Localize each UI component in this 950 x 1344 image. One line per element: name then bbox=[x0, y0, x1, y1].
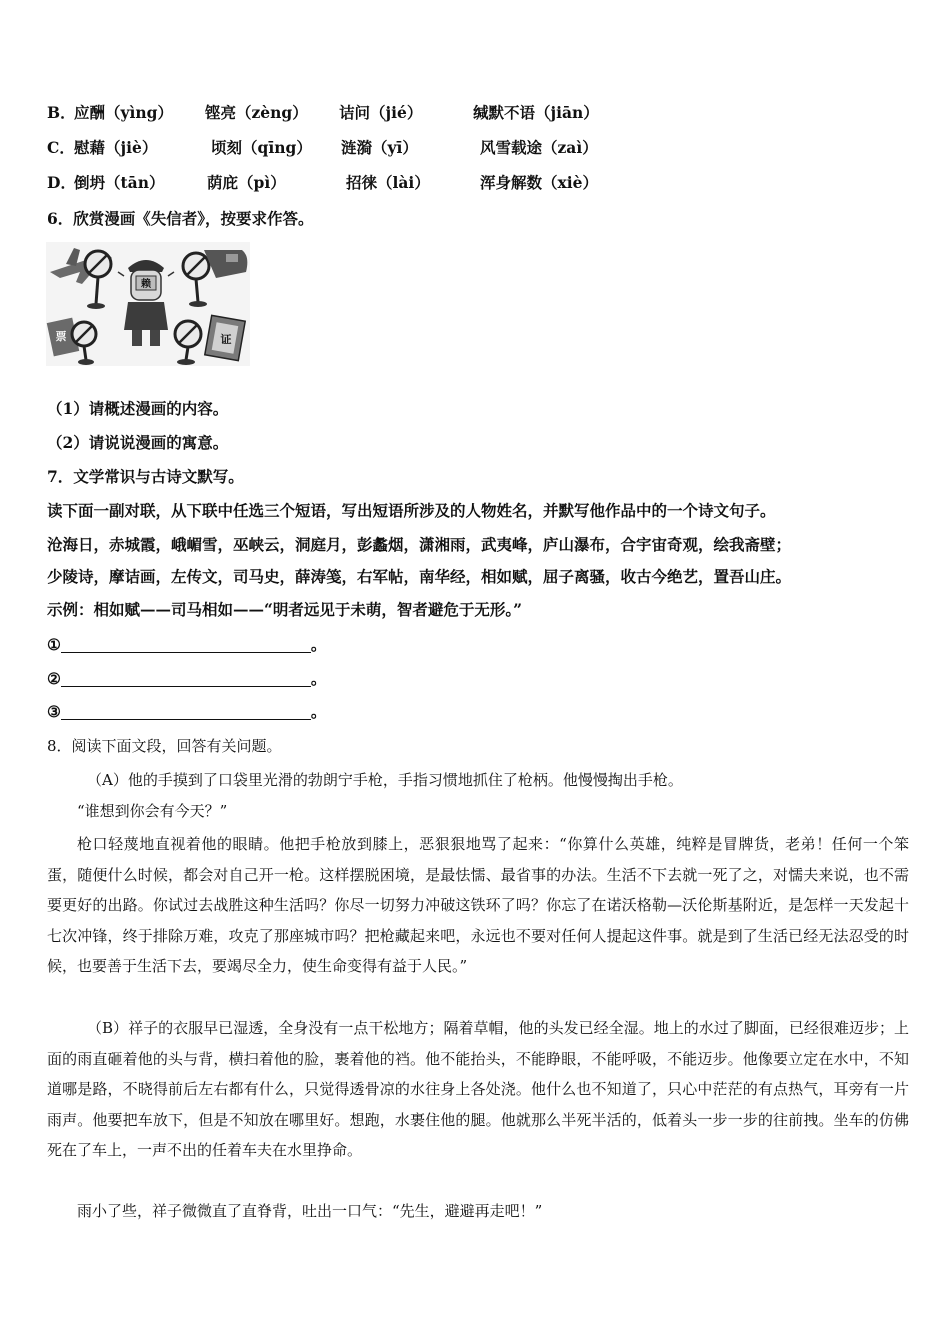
option-d-row bbox=[47, 171, 647, 193]
option-d-item-2: 荫庇（pì） bbox=[207, 173, 286, 192]
cartoon-label-ticket: 票 bbox=[55, 330, 67, 343]
blank-rule bbox=[61, 670, 311, 687]
question-8-title: 8．阅读下面文段，回答有关问题。 bbox=[47, 737, 282, 755]
blank-end: 。 bbox=[310, 635, 327, 654]
blank-rule bbox=[61, 703, 311, 720]
passage-b-body: （B）祥子的衣服早已湿透，全身没有一点干松地方；隔着草帽，他的头发已经全湿。地上的水过了脚面，已经很难迈步；上面的雨直砸着他的头与背，横扫着他的脸，裹着他的裆。他不能抬头，不能睁眼，不能呼吸，不能迈步。他像要立定在水中，不知道哪是路，不晓得前后左右都有什么，只觉得透骨凉的水往身上各处浇。他什么也不知道了，只心中茫茫的有点热气，耳旁有一片雨声。他要把车放下，但是不知放在哪里好。想跑，水裹住他的腿。他就那么半死半活的，低着头一步一步的往前拽。坐车的仿佛死在了车上，一声不出的任着车夫在水里挣命。 bbox=[47, 1019, 909, 1159]
question-7-instruction: 读下面一副对联，从下联中任选三个短语，写出短语所涉及的人物姓名，并默写他作品中的一个诗文句子。 bbox=[47, 501, 776, 520]
blank-rule bbox=[61, 636, 311, 653]
question-6-title: 6．欣赏漫画《失信者》，按要求作答。 bbox=[47, 209, 314, 228]
option-d-letter: D． bbox=[47, 173, 76, 192]
option-c-row bbox=[47, 136, 647, 158]
cartoon-image bbox=[46, 242, 250, 366]
option-b-item-2: 铿亮（zèng） bbox=[205, 103, 308, 122]
question-6-sub-2: （2）请说说漫画的寓意。 bbox=[47, 433, 229, 452]
option-c-item-2: 顷刻（qīng） bbox=[211, 138, 312, 157]
option-b-item-1: 应酬（yìng） bbox=[74, 103, 174, 122]
cartoon-label-face: 赖 bbox=[141, 279, 151, 290]
couplet-upper: 沧海日，赤城霞，峨嵋雪，巫峡云，洞庭月，彭蠡烟，潇湘雨，武夷峰，庐山瀑布，合宇宙奇观，绘我斋壁； bbox=[47, 535, 792, 554]
option-c-item-3: 涟漪（yī） bbox=[341, 138, 418, 157]
certificate-icon bbox=[205, 315, 245, 360]
option-d-item-4: 浑身解数（xiè） bbox=[480, 173, 598, 192]
blank-number: ① bbox=[47, 635, 61, 654]
answer-blank-1[interactable] bbox=[47, 634, 326, 656]
blank-end: 。 bbox=[310, 702, 327, 721]
passage-b-ending: 雨小了些，祥子微微直了直脊背，吐出一口气：“先生，避避再走吧！” bbox=[77, 1202, 543, 1220]
passage-a-line-1: （A）他的手摸到了口袋里光滑的勃朗宁手枪，手指习惯地抓住了枪柄。他慢慢掏出手枪。 bbox=[87, 771, 683, 789]
option-c-item-1: 慰藉（jiè） bbox=[74, 138, 158, 157]
passage-a-body: 枪口轻蔑地直视着他的眼睛。他把手枪放到膝上，恶狠狠地骂了起来：“你算什么英雄，纯粹是冒牌货，老弟！任何一个笨蛋，随便什么时候，都会对自己开一枪。这样摆脱困境，是最怯懦、最省事的办法。生活不下去就一死了之，对懦夫来说，也不需要更好的出路。你试过去战胜这种生活吗？你尽一切努力冲破这铁环了吗？你忘了在诺沃格勒—沃伦斯基附近，是怎样一天发起十七次冲锋，终于排除万难，攻克了那座城市吗？把枪藏起来吧，永远也不要对任何人提起这件事。就是到了生活已经无法忍受的时候，也要善于生活下去，要竭尽全力，使生命变得有益于人民。” bbox=[47, 835, 909, 975]
passage-a-quote: “谁想到你会有今天？” bbox=[77, 802, 228, 820]
question-7-title: 7．文学常识与古诗文默写。 bbox=[47, 467, 244, 486]
blank-number: ② bbox=[47, 669, 61, 688]
option-d-item-3: 招徕（lài） bbox=[346, 173, 430, 192]
blank-end: 。 bbox=[310, 669, 327, 688]
option-b-letter: B． bbox=[47, 103, 76, 122]
answer-blank-2[interactable] bbox=[47, 668, 326, 690]
option-b-item-3: 诘问（jié） bbox=[339, 103, 423, 122]
blank-number: ③ bbox=[47, 702, 61, 721]
option-c-item-4: 风雪载途（zaì） bbox=[480, 138, 598, 157]
option-c-letter: C． bbox=[47, 138, 75, 157]
option-d-item-1: 倒坍（tān） bbox=[74, 173, 165, 192]
couplet-lower: 少陵诗，摩诘画，左传文，司马史，薛涛笺，右军帖，南华经，相如赋，屈子离骚，收古今绝艺，置吾山庄。 bbox=[47, 567, 792, 586]
cartoon-label-certificate: 证 bbox=[220, 333, 232, 346]
option-b-item-4: 缄默不语（jiān） bbox=[473, 103, 599, 122]
option-b-row bbox=[47, 101, 647, 123]
answer-blank-3[interactable] bbox=[47, 701, 326, 723]
question-6-sub-1: （1）请概述漫画的内容。 bbox=[47, 399, 229, 418]
question-7-example: 示例：相如赋——司马相如——“明者远见于未萌，智者避危于无形。” bbox=[47, 600, 523, 619]
